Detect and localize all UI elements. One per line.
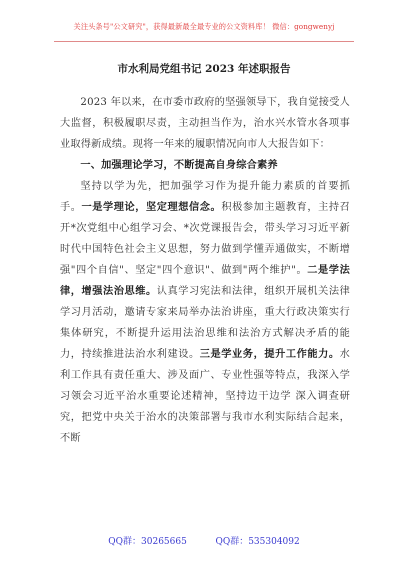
header-divider [54,41,354,42]
point-heading-3: 三是学业务，提升工作能力。 [199,348,340,360]
paragraph-text: 认真学习宪法和法律，组织开展机关法律学习月活动，邀请专家来局举办法治讲座，重大行政决策实行集体研究，不断提升运用法治思维和法治方式解决矛盾的能力，持续推进法治水利建设。 [60,286,350,360]
paragraph-text: 水利工作具有责任重大、涉及面广、专业性强等特点，我深入学习领会习近平治水重要论述精神，坚持边干边学 深入调查研究，把党中央关于治水的决策部署与我市水利实际结合起来，不断 [60,349,350,444]
document-title: 市水利局党组书记 2023 年述职报告 [117,63,291,75]
point-heading-2: 二是学法律，增强法治思维。 [60,264,350,297]
point-heading-1: 一是学理论，坚定理想信念。 [81,201,222,213]
section-heading-1: 一、加强理论学习，不断提高自身综合素养 [80,159,278,171]
document-body [60,92,350,449]
footer-contact: QQ群：30265665 QQ群：535304092 [108,537,300,547]
section-1-paragraph [60,176,350,449]
intro-paragraph: 2023 年以来，在市委市政府的坚强领导下，我自觉接受人大监督，积极履职尽责，主动担当作为，治水兴水管水各项事业取得新成绩。现将一年来的履职情况向市人大报告如下： [60,97,350,150]
header-notice: 关注头条号"公文研究"，获得最新最全最专业的公文资料库！ 微信：gongwenyj [73,22,335,31]
paragraph-text: 积极参加主题教育，主持召开*次党组中心组学习会、*次党课报告会，带头学习习近平新时代中国特色社会主义思想，努力做到学懂弄通做实，不断增强"四个自信"、坚定"四个意识"、做到"两个维护"。 [60,202,350,276]
paragraph-text: 坚持以学为先，把加强学习作为提升能力素质的首要抓手。 [60,181,350,213]
